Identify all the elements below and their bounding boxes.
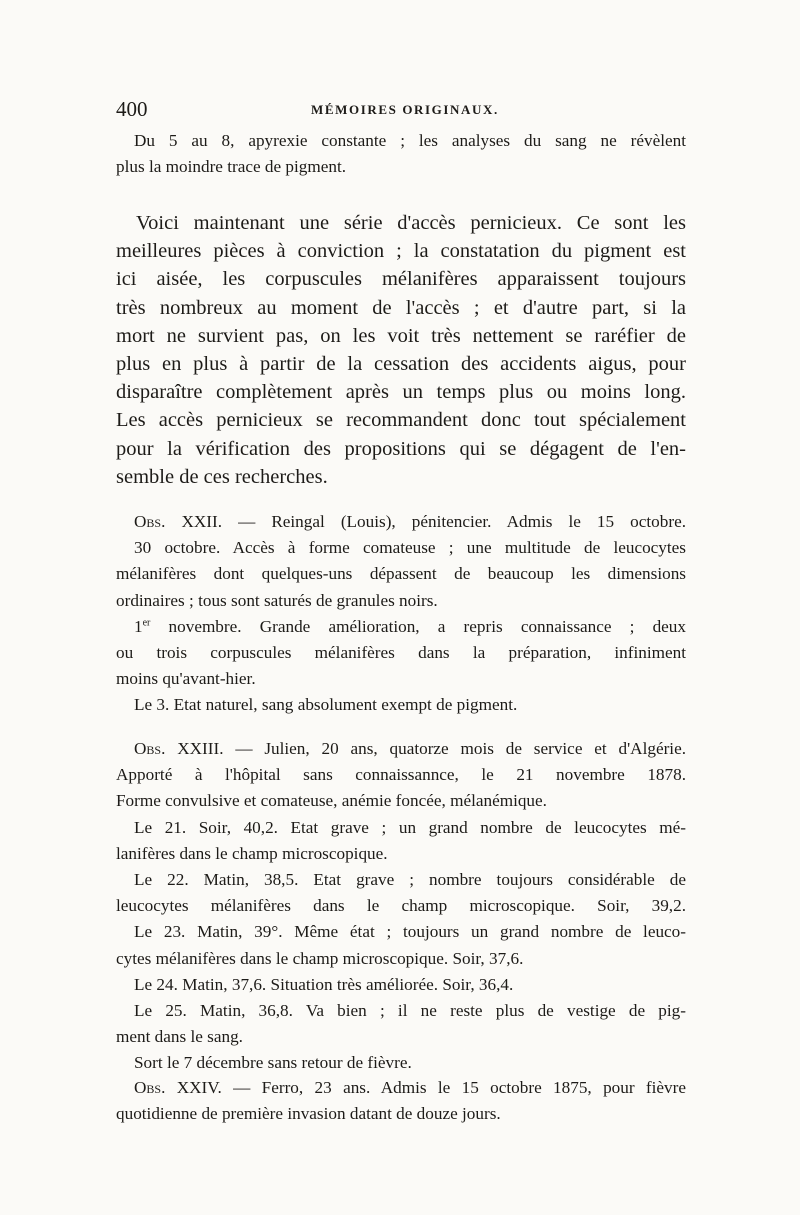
text-line: Les accès pernicieux se recommandent donc tout spécialement bbox=[116, 409, 686, 432]
text-line: 1er novembre. Grande amélioration, a repris connaissance ; deux bbox=[134, 616, 686, 636]
intro-paragraph bbox=[116, 128, 686, 180]
text-line: Le 21. Soir, 40,2. Etat grave ; un grand nombre de leucocytes mé- bbox=[134, 817, 686, 837]
text-line: 30 octobre. Accès à forme comateuse ; une multitude de leucocytes bbox=[134, 538, 686, 558]
text-line: Le 24. Matin, 37,6. Situation très améliorée. Soir, 36,4. bbox=[134, 974, 514, 994]
observation-label: Obs. XXIII. bbox=[134, 739, 224, 758]
text-line: mort ne survient pas, on les voit très nettement se raréfier de bbox=[116, 324, 686, 347]
text-line: semble de ces recherches. bbox=[116, 465, 328, 488]
running-title: MÉMOIRES ORIGINAUX. bbox=[311, 102, 499, 117]
text-line: plus en plus à partir de la cessation des accidents aigus, pour bbox=[116, 352, 686, 375]
text-line: Le 25. Matin, 36,8. Va bien ; il ne reste plus de vestige de pig- bbox=[134, 1000, 686, 1020]
text-line: Voici maintenant une série d'accès pernicieux. Ce sont les bbox=[136, 212, 686, 234]
text-line: ordinaires ; tous sont saturés de granules noirs. bbox=[116, 590, 438, 610]
text-line: moins qu'avant-hier. bbox=[116, 669, 256, 689]
observation-label: Obs. XXII. bbox=[134, 512, 223, 531]
observation-xxiv bbox=[116, 1075, 686, 1127]
text-line: Forme convulsive et comateuse, anémie foncée, mélanémique. bbox=[116, 791, 547, 811]
text-line: ou trois corpuscules mélanifères dans la préparation, infiniment bbox=[116, 642, 686, 662]
text-line: Le 3. Etat naturel, sang absolument exempt de pigment. bbox=[134, 695, 518, 715]
text-line: Apporté à l'hôpital sans connaissannce, le 21 novembre 1878. bbox=[116, 765, 686, 785]
text-line: Du 5 au 8, apyrexie constante ; les analyses du sang ne révèlent bbox=[134, 131, 686, 150]
text-line: Obs. XXII. — Reingal (Louis), pénitencier. Admis le 15 octobre. bbox=[134, 512, 686, 531]
text-line: ment dans le sang. bbox=[116, 1027, 243, 1047]
page-header bbox=[116, 97, 686, 121]
text-line: mélanifères dont quelques-uns dépassent de beaucoup les dimensions bbox=[116, 564, 686, 584]
text-line: plus la moindre trace de pigment. bbox=[116, 157, 347, 177]
observation-label: Obs. XXIV. bbox=[134, 1078, 222, 1097]
observation-xxii bbox=[116, 509, 686, 719]
text-line: Obs. XXIV. — Ferro, 23 ans. Admis le 15 octobre 1875, pour fièvre bbox=[134, 1078, 686, 1097]
text-line: meilleures pièces à conviction ; la constatation du pigment est bbox=[116, 240, 686, 263]
text-line: Obs. XXIII. — Julien, 20 ans, quatorze mois de service et d'Algérie. bbox=[134, 739, 686, 758]
text-line: Sort le 7 décembre sans retour de fièvre. bbox=[134, 1053, 412, 1073]
text-line: leucocytes mélanifères dans le champ microscopique. Soir, 39,2. bbox=[116, 896, 686, 916]
page-number: 400 bbox=[116, 97, 148, 121]
text-line: Le 23. Matin, 39°. Même état ; toujours un grand nombre de leuco- bbox=[134, 922, 686, 942]
text-line: quotidienne de première invasion datant de douze jours. bbox=[116, 1104, 501, 1124]
text-line: pour la vérification des propositions qui se dégagent de l'en- bbox=[116, 437, 686, 460]
text-line: lanifères dans le champ microscopique. bbox=[116, 843, 388, 863]
text-line: disparaître complètement après un temps plus ou moins long. bbox=[116, 381, 686, 404]
text-line: Le 22. Matin, 38,5. Etat grave ; nombre toujours considérable de bbox=[134, 869, 686, 889]
text-line: très nombreux au moment de l'accès ; et d'autre part, si la bbox=[116, 296, 686, 319]
text-line: ici aisée, les corpuscules mélanifères apparaissent toujours bbox=[116, 268, 686, 291]
text-line: cytes mélanifères dans le champ microscopique. Soir, 37,6. bbox=[116, 948, 524, 968]
main-paragraph bbox=[116, 209, 686, 491]
observation-xxiii bbox=[116, 736, 686, 1076]
